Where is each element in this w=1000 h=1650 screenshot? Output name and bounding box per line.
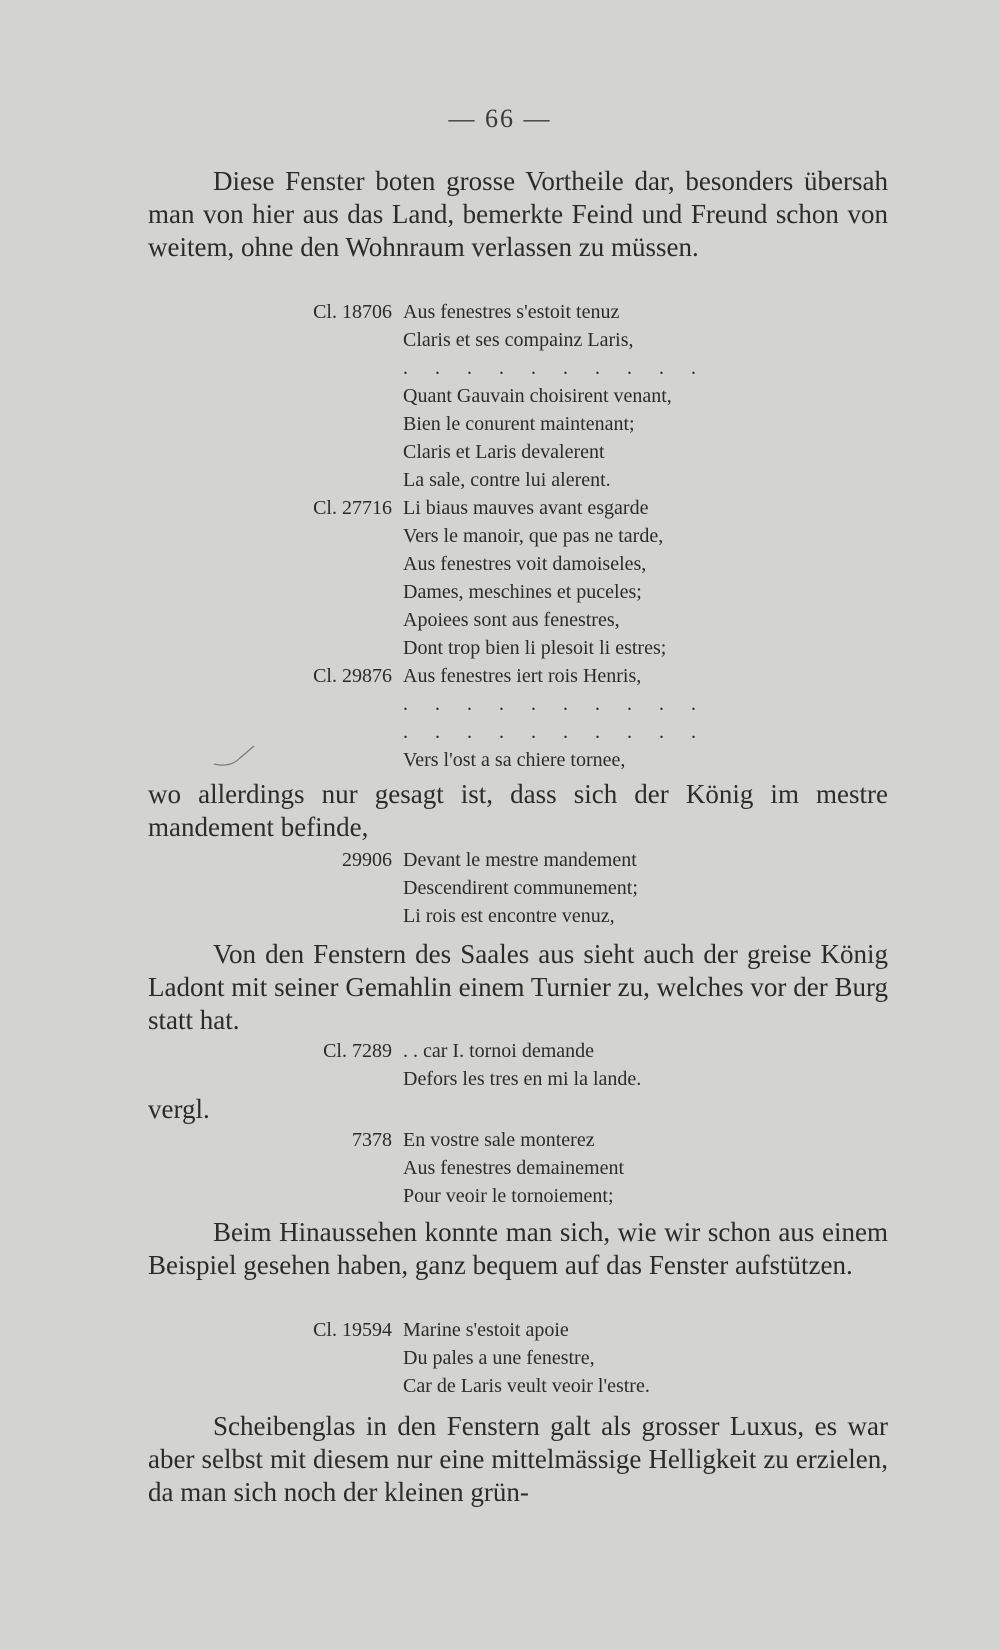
citation-4-ref: 29906 [342, 849, 392, 871]
citation-6-line-1: En vostre sale monterez [403, 1129, 595, 1151]
citation-6-line-2: Aus fenestres demainement [403, 1157, 625, 1179]
pencil-mark-icon [212, 742, 258, 770]
citation-7-ref: Cl. 19594 [313, 1319, 392, 1341]
citation-1-ellipsis: . . . . . . . . . . [403, 357, 707, 379]
citation-3-line-1: Aus fenestres iert rois Henris, [403, 665, 642, 687]
citation-2-line-2: Vers le manoir, que pas ne tarde, [403, 525, 664, 547]
vergl-label: vergl. [148, 1094, 210, 1124]
citation-1-line-5: Claris et Laris devalerent [403, 441, 605, 463]
paragraph-5: Scheibenglas in den Fenstern galt als grosser Luxus, es war aber selbst mit diesem nur eine mittelmässige Helligkeit zu erzielen, da man sich noch der kleinen grün- [148, 1411, 888, 1507]
citation-4-line-3: Li rois est encontre venuz, [403, 905, 615, 927]
citation-2-line-1: Li biaus mauves avant esgarde [403, 497, 649, 519]
citation-1-line-1: Aus fenestres s'estoit tenuz [403, 301, 620, 323]
citation-7-line-3: Car de Laris veult veoir l'estre. [403, 1375, 650, 1397]
citation-3-line-2: Vers l'ost a sa chiere tornee, [403, 749, 626, 771]
paragraph-1: Diese Fenster boten grosse Vortheile dar, besonders übersah man von hier aus das Land, bemerkte Feind und Freund schon von weitem, ohne den Wohnraum verlassen zu müssen. [148, 166, 888, 262]
page-number: — 66 — [448, 104, 552, 133]
citation-2-ref: Cl. 27716 [313, 497, 392, 519]
citation-5-line-1: . . car I. tornoi demande [403, 1040, 595, 1062]
citation-2-line-6: Dont trop bien li plesoit li estres; [403, 637, 667, 659]
citation-5-ref: Cl. 7289 [323, 1040, 392, 1062]
paragraph-4: Beim Hinaussehen konnte man sich, wie wir schon aus einem Beispiel gesehen haben, ganz bequem auf das Fenster aufstützen. [148, 1217, 888, 1280]
citation-4-line-2: Descendirent communement; [403, 877, 638, 899]
citation-7-line-1: Marine s'estoit apoie [403, 1319, 569, 1341]
citation-1-line-4: Bien le conurent maintenant; [403, 413, 635, 435]
citation-3-ref: Cl. 29876 [313, 665, 392, 687]
citation-6-line-3: Pour veoir le tornoiement; [403, 1185, 614, 1207]
paragraph-3: Von den Fenstern des Saales aus sieht auch der greise König Ladont mit seiner Gemahlin einem Turnier zu, welches vor der Burg statt hat. [148, 939, 888, 1035]
citation-2-line-5: Apoiees sont aus fenestres, [403, 609, 620, 631]
citation-2-line-3: Aus fenestres voit damoiseles, [403, 553, 647, 575]
citation-2-line-4: Dames, meschines et puceles; [403, 581, 642, 603]
citation-1-line-6: La sale, contre lui alerent. [403, 469, 611, 491]
citation-6-ref: 7378 [352, 1129, 392, 1151]
citation-1-line-3: Quant Gauvain choisirent venant, [403, 385, 672, 407]
paragraph-2: wo allerdings nur gesagt ist, dass sich der König im mestre mandement befinde, [148, 779, 888, 842]
citation-4-line-1: Devant le mestre mandement [403, 849, 637, 871]
citation-3-ellipsis-2: . . . . . . . . . . [403, 721, 707, 743]
citation-1-line-2: Claris et ses compainz Laris, [403, 329, 634, 351]
citation-1-ref: Cl. 18706 [313, 301, 392, 323]
citation-3-ellipsis-1: . . . . . . . . . . [403, 693, 707, 715]
citation-5-line-2: Defors les tres en mi la lande. [403, 1068, 642, 1090]
citation-7-line-2: Du pales a une fenestre, [403, 1347, 595, 1369]
